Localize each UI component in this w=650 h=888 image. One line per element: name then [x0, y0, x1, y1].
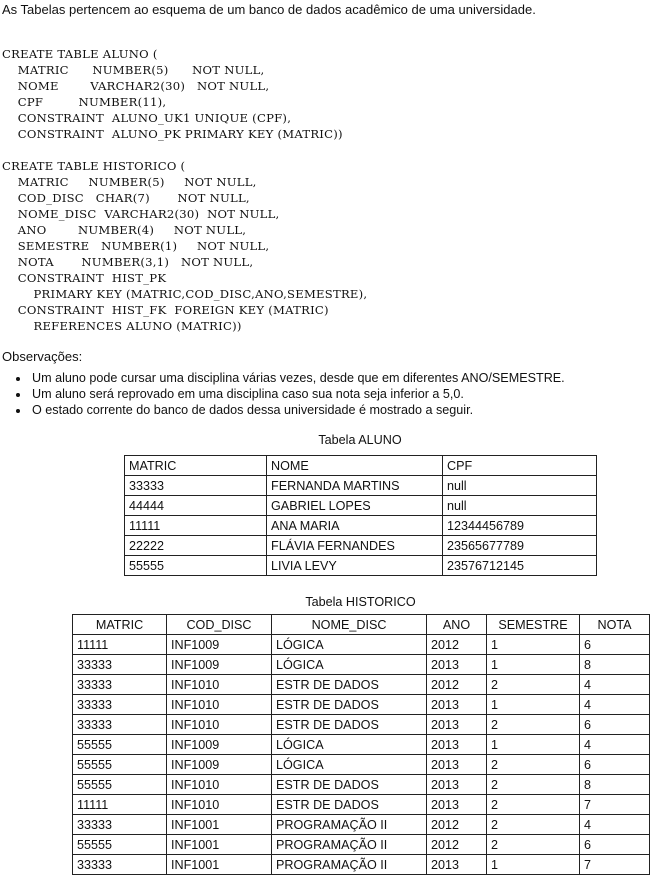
code-line: ANO NUMBER(4) NOT NULL,	[2, 223, 247, 237]
code-line: CPF NUMBER(11),	[2, 95, 167, 109]
historico-cell: 55555	[73, 755, 167, 775]
table-row	[73, 735, 650, 755]
aluno-header-cell: CPF	[443, 456, 597, 476]
historico-cell: 2	[487, 795, 580, 815]
observation-item: • Um aluno será reprovado em uma disciplina caso sua nota seja inferior a 5,0.	[30, 386, 565, 402]
historico-cell: 2012	[427, 675, 487, 695]
code-line: CREATE TABLE ALUNO (	[2, 47, 158, 61]
code-line: CONSTRAINT ALUNO_UK1 UNIQUE (CPF),	[2, 111, 292, 125]
historico-cell: 8	[580, 775, 650, 795]
historico-table	[72, 614, 650, 875]
aluno-table-caption: Tabela ALUNO	[318, 433, 402, 447]
historico-header-cell: SEMESTRE	[487, 615, 580, 635]
aluno-cell: 55555	[125, 556, 267, 576]
table-row	[73, 715, 650, 735]
historico-cell: 11111	[73, 635, 167, 655]
table-row	[73, 775, 650, 795]
table-row	[73, 635, 650, 655]
historico-cell: 33333	[73, 715, 167, 735]
aluno-cell: 23576712145	[443, 556, 597, 576]
historico-cell: 1	[487, 855, 580, 875]
historico-cell: 11111	[73, 795, 167, 815]
historico-header-cell: NOME_DISC	[272, 615, 427, 635]
historico-header-cell: NOTA	[580, 615, 650, 635]
aluno-cell: 11111	[125, 516, 267, 536]
aluno-table-body	[125, 476, 597, 576]
table-row	[125, 516, 597, 536]
table-row	[73, 815, 650, 835]
historico-cell: 6	[580, 755, 650, 775]
table-row	[125, 496, 597, 516]
historico-cell: 4	[580, 735, 650, 755]
create-table-historico-code	[2, 158, 367, 334]
observation-item: • Um aluno pode cursar uma disciplina várias vezes, desde que em diferentes ANO/SEMESTRE.	[30, 370, 565, 386]
code-line: MATRIC NUMBER(5) NOT NULL,	[2, 175, 257, 189]
historico-cell: 6	[580, 715, 650, 735]
aluno-cell: 12344456789	[443, 516, 597, 536]
historico-cell: 2013	[427, 795, 487, 815]
table-row	[125, 476, 597, 496]
table-row	[73, 655, 650, 675]
historico-cell: 2013	[427, 775, 487, 795]
historico-cell: 4	[580, 695, 650, 715]
historico-cell: 33333	[73, 655, 167, 675]
historico-cell: 2013	[427, 855, 487, 875]
aluno-cell: FLÁVIA FERNANDES	[267, 536, 443, 556]
historico-table-body	[73, 635, 650, 875]
historico-header-cell: COD_DISC	[167, 615, 272, 635]
code-line: SEMESTRE NUMBER(1) NOT NULL,	[2, 239, 270, 253]
historico-cell: 7	[580, 855, 650, 875]
historico-header-cell: ANO	[427, 615, 487, 635]
historico-cell: INF1001	[167, 855, 272, 875]
historico-cell: 1	[487, 655, 580, 675]
historico-cell: 2	[487, 775, 580, 795]
create-table-aluno-code	[2, 46, 343, 142]
historico-cell: INF1010	[167, 695, 272, 715]
code-line: CONSTRAINT ALUNO_PK PRIMARY KEY (MATRIC))	[2, 127, 343, 141]
historico-cell: ESTR DE DADOS	[272, 675, 427, 695]
historico-cell: 33333	[73, 675, 167, 695]
historico-cell: INF1010	[167, 775, 272, 795]
historico-cell: 6	[580, 835, 650, 855]
code-line: NOME_DISC VARCHAR2(30) NOT NULL,	[2, 207, 280, 221]
historico-cell: 2013	[427, 715, 487, 735]
historico-cell: 2	[487, 675, 580, 695]
historico-cell: 33333	[73, 855, 167, 875]
historico-cell: LÓGICA	[272, 655, 427, 675]
historico-cell: 2013	[427, 735, 487, 755]
historico-cell: INF1001	[167, 835, 272, 855]
aluno-header-row	[125, 456, 597, 476]
historico-cell: 4	[580, 815, 650, 835]
code-line: CREATE TABLE HISTORICO (	[2, 159, 186, 173]
historico-cell: 55555	[73, 775, 167, 795]
aluno-cell: FERNANDA MARTINS	[267, 476, 443, 496]
historico-cell: PROGRAMAÇÃO II	[272, 835, 427, 855]
historico-header-cell: MATRIC	[73, 615, 167, 635]
historico-cell: 2	[487, 835, 580, 855]
table-row	[73, 835, 650, 855]
historico-cell: INF1009	[167, 735, 272, 755]
aluno-cell: LIVIA LEVY	[267, 556, 443, 576]
code-line: REFERENCES ALUNO (MATRIC))	[2, 319, 242, 333]
historico-cell: INF1009	[167, 655, 272, 675]
historico-cell: LÓGICA	[272, 755, 427, 775]
aluno-header-cell: NOME	[267, 456, 443, 476]
historico-cell: ESTR DE DADOS	[272, 715, 427, 735]
code-line: COD_DISC CHAR(7) NOT NULL,	[2, 191, 250, 205]
code-line: MATRIC NUMBER(5) NOT NULL,	[2, 63, 265, 77]
observations-list	[16, 370, 565, 418]
historico-cell: LÓGICA	[272, 635, 427, 655]
aluno-cell: null	[443, 496, 597, 516]
historico-cell: 2013	[427, 695, 487, 715]
historico-cell: PROGRAMAÇÃO II	[272, 815, 427, 835]
historico-cell: 2013	[427, 755, 487, 775]
aluno-cell: null	[443, 476, 597, 496]
historico-cell: 4	[580, 675, 650, 695]
aluno-cell: ANA MARIA	[267, 516, 443, 536]
historico-cell: ESTR DE DADOS	[272, 695, 427, 715]
historico-cell: 55555	[73, 835, 167, 855]
historico-cell: INF1001	[167, 815, 272, 835]
historico-cell: 33333	[73, 695, 167, 715]
table-row	[73, 755, 650, 775]
historico-table-caption: Tabela HISTORICO	[305, 595, 416, 609]
historico-cell: PROGRAMAÇÃO II	[272, 855, 427, 875]
historico-cell: INF1009	[167, 635, 272, 655]
historico-cell: 8	[580, 655, 650, 675]
table-row	[73, 695, 650, 715]
historico-cell: 2012	[427, 835, 487, 855]
aluno-table	[124, 455, 597, 576]
code-line: NOTA NUMBER(3,1) NOT NULL,	[2, 255, 254, 269]
historico-cell: ESTR DE DADOS	[272, 795, 427, 815]
historico-cell: 7	[580, 795, 650, 815]
table-row	[73, 855, 650, 875]
historico-cell: 2	[487, 755, 580, 775]
observation-item: • O estado corrente do banco de dados dessa universidade é mostrado a seguir.	[30, 402, 565, 418]
historico-cell: 1	[487, 735, 580, 755]
aluno-header-cell: MATRIC	[125, 456, 267, 476]
table-row	[73, 795, 650, 815]
code-line: CONSTRAINT HIST_FK FOREIGN KEY (MATRIC)	[2, 303, 329, 317]
aluno-cell: GABRIEL LOPES	[267, 496, 443, 516]
table-row	[125, 536, 597, 556]
historico-cell: LÓGICA	[272, 735, 427, 755]
historico-cell: 33333	[73, 815, 167, 835]
aluno-cell: 33333	[125, 476, 267, 496]
aluno-cell: 44444	[125, 496, 267, 516]
historico-cell: 6	[580, 635, 650, 655]
historico-cell: 2013	[427, 655, 487, 675]
historico-cell: 1	[487, 695, 580, 715]
observations-title: Observações:	[2, 349, 83, 364]
historico-cell: 55555	[73, 735, 167, 755]
historico-header-row	[73, 615, 650, 635]
historico-cell: 2	[487, 715, 580, 735]
historico-cell: 2012	[427, 635, 487, 655]
historico-cell: INF1009	[167, 755, 272, 775]
aluno-cell: 22222	[125, 536, 267, 556]
historico-cell: 1	[487, 635, 580, 655]
historico-cell: INF1010	[167, 715, 272, 735]
historico-cell: INF1010	[167, 795, 272, 815]
table-row	[73, 675, 650, 695]
code-line: CONSTRAINT HIST_PK	[2, 271, 167, 285]
historico-cell: 2012	[427, 815, 487, 835]
historico-cell: 2	[487, 815, 580, 835]
intro-text: As Tabelas pertencem ao esquema de um banco de dados acadêmico de uma universidade.	[2, 2, 536, 17]
code-line: NOME VARCHAR2(30) NOT NULL,	[2, 79, 270, 93]
table-row	[125, 556, 597, 576]
historico-cell: ESTR DE DADOS	[272, 775, 427, 795]
code-line: PRIMARY KEY (MATRIC,COD_DISC,ANO,SEMESTRE),	[2, 287, 368, 301]
aluno-cell: 23565677789	[443, 536, 597, 556]
historico-cell: INF1010	[167, 675, 272, 695]
